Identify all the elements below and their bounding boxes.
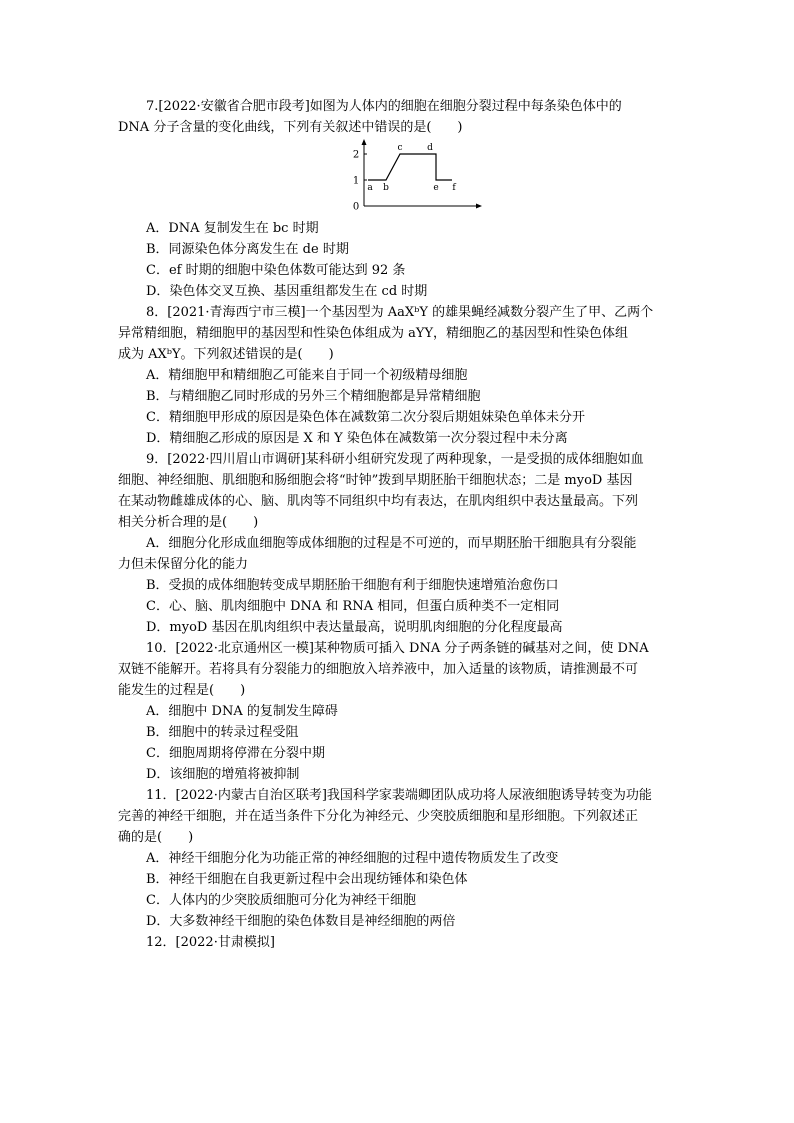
question-11-line-3: 确的是( ) [118,830,194,845]
question-7-line-1: 7.[2022·安徽省合肥市段考]如图为人体内的细胞在细胞分裂过程中每条染色体中的 [146,99,622,114]
question-8-line-2: 异常精细胞，精细胞甲的基因型和性染色体组成为 aYY，精细胞乙的基因型和性染色体组 [118,326,629,341]
question-8-option-c: C．精细胞甲形成的原因是染色体在减数第二次分裂后期姐妹染色单体未分开 [146,410,585,425]
question-10-line-3: 能发生的过程是( ) [118,683,246,698]
question-9-option-a-cont: 力但未保留分化的能力 [118,557,249,572]
y-tick-label: 0 [352,201,360,213]
chart-point-labels [367,143,456,193]
question-8-line-1: 8．[2021·青海西宁市三模]一个基因型为 AaXᵇY 的雄果蝇经减数分裂产生了甲、乙两个 [146,305,654,320]
question-9-line-1: 9．[2022·四川眉山市调研]某科研小组研究发现了两种现象，一是受损的成体细胞如血 [146,452,644,467]
question-9-option-d: D．myoD 基因在肌肉组织中表达量最高，说明肌肉细胞的分化程度最高 [146,620,563,635]
question-11-line-1: 11．[2022·内蒙古自治区联考]我国科学家裴端卿团队成功将人尿液细胞诱导转变为功能 [146,788,652,803]
point-label-e: e [433,183,439,193]
question-7-option-c: C．ef 时期的细胞中染色体数可能达到 92 条 [146,263,406,278]
chart-axes [362,139,483,209]
question-7-option-b: B．同源染色体分离发生在 de 时期 [146,242,349,257]
question-10-option-b: B．细胞中的转录过程受阻 [146,725,299,740]
question-11-option-b: B．神经干细胞在自我更新过程中会出现纺锤体和染色体 [146,872,468,887]
question-8-option-b: B．与精细胞乙同时形成的另外三个精细胞都是异常精细胞 [146,389,481,404]
question-9-line-2: 细胞、神经细胞、肌细胞和肠细胞会将“时钟”拨到早期胚胎干细胞状态；二是 myoD 基因 [118,473,633,488]
question-10-option-d: D．该细胞的增殖将被抑制 [146,767,300,782]
question-7-option-d: D．染色体交叉互换、基因重组都发生在 cd 时期 [146,284,428,299]
question-10-line-1: 10．[2022·北京通州区一模]某种物质可插入 DNA 分子两条链的碱基对之间，使 DNA [146,641,649,656]
question-9-line-3: 在某动物雌雄成体的心、脑、肌肉等不同组织中均有表达，在肌肉组织中表达量最高。下列 [118,494,639,509]
chart-series [368,154,452,180]
y-tick-label: 2 [352,149,360,161]
question-8-line-3: 成为 AXᵇY。下列叙述错误的是( ) [118,347,334,362]
point-label-c: c [397,143,403,153]
question-9-option-c: C．心、脑、肌肉细胞中 DNA 和 RNA 相同，但蛋白质种类不一定相同 [146,599,560,614]
question-8-option-d: D．精细胞乙形成的原因是 X 和 Y 染色体在减数第一次分裂过程中未分离 [146,431,568,446]
question-10-option-a: A．细胞中 DNA 的复制发生障碍 [146,704,338,719]
point-label-d: d [427,143,433,153]
question-10-option-c: C．细胞周期将停滞在分裂中期 [146,746,325,761]
dna-content-chart [344,138,484,218]
y-tick-label: 1 [352,175,360,187]
x-axis-arrow [476,204,482,209]
question-10-line-2: 双链不能解开。若将具有分裂能力的细胞放入培养液中，加入适量的该物质，请推测最不可 [118,662,639,677]
question-11-line-2: 完善的神经干细胞，并在适当条件下分化为神经元、少突胶质细胞和星形细胞。下列叙述正 [118,809,639,824]
point-label-a: a [367,183,373,193]
point-label-f: f [452,183,456,193]
question-8-option-a: A．精细胞甲和精细胞乙可能来自于同一个初级精母细胞 [146,368,468,383]
question-9-option-a: A．细胞分化形成血细胞等成体细胞的过程是不可逆的，而早期胚胎干细胞具有分裂能 [146,536,637,551]
question-9-option-b: B．受损的成体细胞转变成早期胚胎干细胞有利于细胞快速增殖治愈伤口 [146,578,559,593]
exam-page [118,96,678,953]
question-7-line-2: DNA 分子含量的变化曲线，下列有关叙述中错误的是( ) [118,120,463,135]
question-11-option-a: A．神经干细胞分化为功能正常的神经细胞的过程中遗传物质发生了改变 [146,851,559,866]
question-12-line-1: 12．[2022·甘肃模拟] [146,935,275,950]
question-11-option-d: D．大多数神经干细胞的染色体数目是神经细胞的两倍 [146,914,456,929]
question-11-option-c: C．人体内的少突胶质细胞可分化为神经干细胞 [146,893,416,908]
chart-y-ticks [353,150,367,213]
question-9-line-4: 相关分析合理的是( ) [118,515,259,530]
question-7-option-a: A．DNA 复制发生在 bc 时期 [146,221,319,236]
y-axis-arrow [362,139,367,145]
dna-content-figure [118,138,678,218]
dna-content-line [368,154,452,180]
point-label-b: b [383,183,389,193]
